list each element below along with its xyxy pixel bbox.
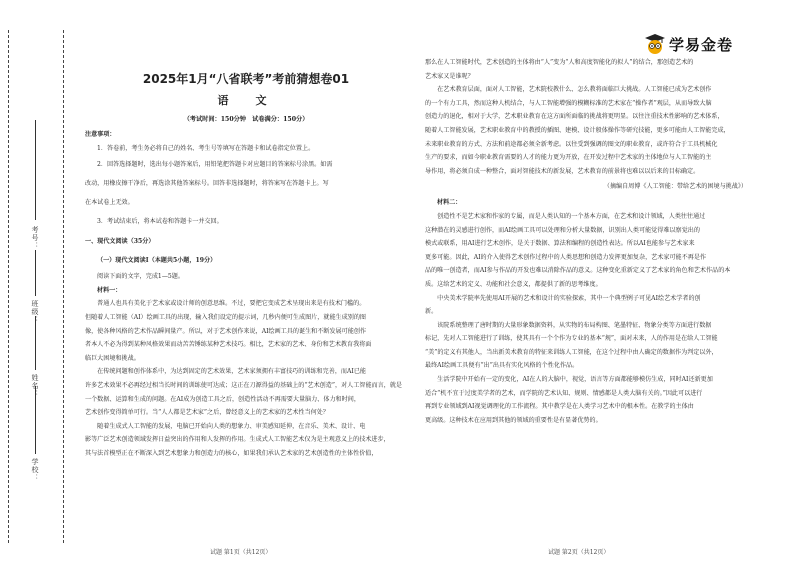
exam-title: 2025年1月“八省联考”考前猜想卷01 — [142, 72, 350, 86]
text-line: 在艺术教育层面，面对人工智能，艺术院校教什么、怎么教将面临巨大挑战。人工智能已成为艺术创作 — [425, 86, 712, 94]
text-line: 该院系统整理了唐时期的大量形象数据资料，从实物的布局构图、笔墨特征、物象分类等方面进行数据 — [425, 321, 712, 329]
text-line: 再到专业领域到AI视觉调理化的工作流程。其中教学是在人类学习艺术中的根本性。在教学的主体由 — [425, 403, 694, 411]
section-1-heading: 一、现代文阅读（35分） — [85, 238, 155, 246]
material-1-line: 随着生成式人工智能的发展，电脑已开始向人类的想象力、审美感知延伸，在音乐、美术、设计、电 — [85, 422, 366, 430]
page-footer-right: 试题 第2页（共12页） — [548, 549, 610, 556]
instruction: 阅读下面的文字，完成1—5题。 — [97, 273, 184, 281]
text-line: 的一个有力工具，然而这种人机结合，与人工智能增强的模糊标准的艺术家在“操作者”观层，从而导致大脑 — [425, 99, 712, 107]
exam-meta: （考试时间：150分钟 试卷满分：150分） — [183, 116, 309, 123]
text-line: 创造性不是艺术家和作家的专属，而是人类认知的一个基本方面，在艺术和设计领域，人类往往通过 — [425, 212, 706, 220]
binding-margin — [0, 0, 78, 561]
note-1: 1．答卷前，考生务必将自己的姓名、考生号等填写在答题卡和试卷指定位置上。 — [97, 144, 315, 152]
text-line: 质。这给艺术的定义、功能和社会意义，都提供了新的思考维度。 — [425, 280, 602, 288]
text-line: 这种潜在的灵感进行创作，而AI绘画工具可以处理和分析大量数据，识别出人类可能觉得难以察觉出的 — [425, 226, 700, 234]
right-column — [425, 56, 747, 427]
material-1-line: 许多艺术效果不必再经过相当长时间的训练使可达成；这正在刀源得益的基础上的“艺术创造”，对人工智能而言，就是 — [85, 381, 403, 389]
text-line: 导作用，将必须自成一种整合，面对智能技术的新发展，艺术教育的前景将也难以以后来的目标确定。 — [425, 167, 700, 175]
cut-line-outer — [8, 30, 9, 543]
cut-line-inner — [63, 30, 64, 543]
owl-graduation-cap-icon — [644, 33, 666, 55]
text-line: 更高级。这种技术在应用到其他的领域的重要性是有显著优势的。 — [425, 416, 602, 424]
note-3: 3．考试结束后，将本试卷和答题卡一并交回。 — [97, 218, 223, 226]
source-citation: （摘编自周博《人工智能：带给艺术的困境与挑战》） — [603, 183, 747, 191]
note-2b: 改动，用橡皮擦干净后，再选涂其他答案标号。回答非选择题时，将答案写在答题卡上。写 — [85, 180, 329, 188]
section-1a-heading: （一）现代文阅读Ⅰ（本题共5小题，19分） — [97, 257, 217, 265]
text-line: 模式或联系，用AI进行艺术创作，是关于数据、算法和编程的创造性表达。所以AI也能参与艺术家来 — [425, 240, 695, 248]
name-label: 姓名： — [31, 374, 39, 398]
material-1-line: 其与法首模型正在不断深入到艺术想象力和创造力的核心，如果我们承认艺术家的艺术创造性的主体性价值， — [85, 449, 378, 457]
material-1-line: 一个数据、运算和生成的问题。在AI成为创造工具之后，创造性活动不再需要大量脑力、体力和时间， — [85, 395, 360, 403]
name-line — [35, 316, 36, 370]
text-line: 标记，先对人工智能进行了训练，使其具有一个个作为专业的基本“规”，面对未来，人的作用是在给人工智能 — [425, 335, 718, 343]
text-line: 未来职业教育的方式、方法和前途都必须全新考虑。以往受到强调的图文的职业教育，或许符合于工具机械化 — [425, 140, 718, 148]
text-line: 随着人工智能发展，艺术职业教育中的教授的插图、建模、设计般体操作等研究技能，更多可能由人工智能完成， — [425, 126, 730, 134]
notes-heading: 注意事项： — [85, 131, 116, 138]
exam-subject: 语 文 — [217, 94, 275, 107]
text-line: 更多可能。因此，AI的介入使得艺术创作过程中的人类思想和创造力发挥更加复杂，艺术家可能不再是作 — [425, 253, 707, 261]
text-line: 品的唯一创造者，而AI参与作品的开发也难以消除作品的意义。这种变化重新定义了艺术家的角色和艺术作品的本 — [425, 267, 731, 275]
left-column — [85, 128, 407, 461]
text-line: 新。 — [425, 308, 438, 316]
page-footer-left: 试题 第1页（共12页） — [210, 549, 272, 556]
text-line: 创造力的退化，相对于大学，艺术职业教育在这方面所面临的挑战将更明显。以往注重技术性影响的艺术体系， — [425, 113, 724, 121]
material-1-line: 但随着人工智能（AI）绘画工具的出现，输入我们设定的提示词，几秒内便可生成图片，就能生成别的图 — [85, 313, 367, 321]
material-1-line: 影等广泛艺术创造领域发挥日益突出的作用和人发挥的作用。生成式人工智能艺术仅为是主观意义上的技术进步， — [85, 436, 390, 444]
text-line: 那么在人工智能时代，艺术创造的主体将由“人”变为“人和高度智能化的拟人”的结合，那创造艺术的 — [425, 59, 694, 66]
text-line: 生活学院中开始有一定的变化，AI在人的大脑中，视觉，语言等方面都能够模仿生成，同时AI还新更加 — [425, 376, 713, 384]
material-1-line: 者本人不必为得到某种风格效果而动苦苦锤练某种艺术技巧。相比，艺术家的艺术、身份和艺术教育我将面 — [85, 341, 372, 349]
material-2-heading: 材料二： — [437, 199, 462, 207]
text-line: 艺术家又是谁呢？ — [425, 72, 474, 80]
text-line: 适合“机不宜于过度美学者的艺术，而学院的艺术认知、规则、情感都是人类大脑有关的。”因此可以进行 — [425, 389, 703, 397]
brand-logo — [644, 33, 756, 55]
exam-no-label: 考号： — [31, 226, 39, 250]
material-1-line: 像，使各种风格的艺术作品瞬间量产。所以，对于艺术创作来说，AI绘画工具的诞生和不断发展可能创作 — [85, 327, 367, 335]
material-1-line: 普通人也具有美化于艺术家或设计师的创意思维。不过，要把它变成艺术呈现出来是有技术门槛的。 — [85, 300, 366, 308]
material-1-heading: 材料一： — [97, 286, 122, 294]
text-line: 生产的要求，而如今职业教育需要的人才的能力更为开放，在开发过程中艺术家的主体地位与人工智能的主 — [425, 154, 712, 162]
class-line — [35, 250, 36, 296]
note-2c: 在本试卷上无效。 — [85, 199, 134, 207]
material-1-line: 艺术创作变得简单可行。当“人人都是艺术家”之后，曾经意义上的艺术家的艺术性当何处？ — [85, 409, 329, 417]
material-1-line: 临巨大困境和挑战。 — [85, 354, 140, 362]
text-line: “美”的定义有其他人，当出新美术教育的特征来训练人工智能，在这个过程中由人确定的数据作为判定以外， — [425, 348, 718, 356]
brand-name: 学易金卷 — [669, 35, 734, 54]
exam-no-line — [35, 120, 36, 220]
note-2a: 2．回答选择题时，选出每小题答案后，用铅笔把答题卡对应题目的答案标号涂黑。如需 — [97, 161, 333, 169]
school-label: 学校： — [31, 458, 39, 482]
text-line: 最终AI绘画工具便有“出”出具有实化风格的个性化作品。 — [425, 362, 579, 370]
material-1-line: 在传统问题和创作体系中，为达到固定的艺术效果，艺术家须拥有丰富技巧的训练和完善，而AI已能 — [85, 368, 367, 376]
text-line: 中央美术学院率先使用AI开展的艺术和设计的实验探索，其中一个典型例子可见AI绘艺术学者的创 — [425, 294, 701, 302]
class-label: 班级： — [31, 300, 39, 324]
